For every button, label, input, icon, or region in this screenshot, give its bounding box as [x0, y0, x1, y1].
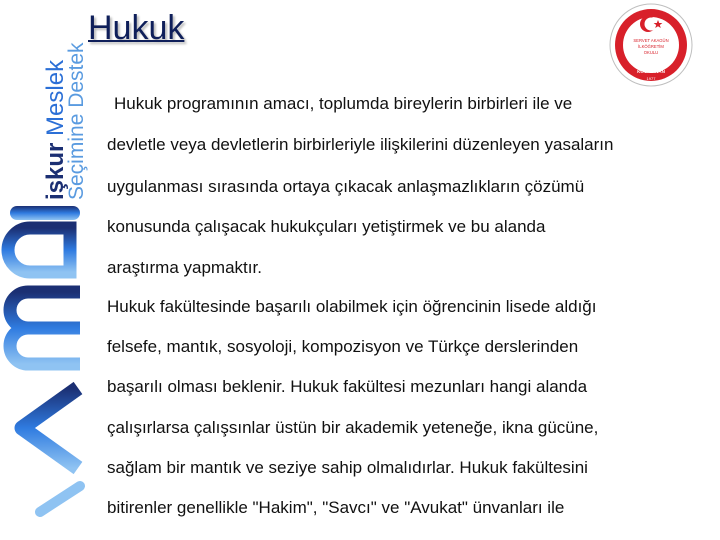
emblem-bottom-text: KOCASİNAN [637, 69, 665, 74]
emblem-text-2: İLKÖĞRETİM [638, 44, 664, 49]
brand-meslek-text: Meslek [42, 59, 69, 136]
brand-subtitle: Seçimine Destek [65, 42, 88, 200]
brand-strip [0, 0, 100, 540]
body-line-1: Hukuk programının amacı, toplumda bireylerin birbirleri ile ve [114, 94, 573, 113]
body-line-10: sağlam bir mantık ve seziye sahip olmalıdırlar. Hukuk fakültesini [107, 458, 588, 477]
school-emblem-icon [608, 2, 694, 88]
emblem-text-1: SERVET AKAGÜN [633, 38, 669, 43]
body-line-11: bitirenler genellikle "Hakim", "Savcı" ve "Avukat" ünvanları ile [107, 498, 565, 517]
emblem-year: 1977 [646, 76, 656, 81]
body-line-5: araştırma yapmaktır. [107, 258, 262, 277]
page-title: Hukuk [88, 9, 185, 47]
brand-iskur-text: işkur [42, 142, 69, 200]
body-line-8: başarılı olması beklenir. Hukuk fakültesi mezunları hangi alanda [107, 377, 588, 396]
emblem-text-3: OKULU [643, 50, 659, 55]
body-line-6: Hukuk fakültesinde başarılı olabilmek için öğrencinin lisede aldığı [107, 297, 597, 316]
body-line-2: devletle veya devletlerin birbirleriyle ilişkilerini düzenleyen yasaların [107, 135, 614, 154]
body-line-7: felsefe, mantık, sosyoloji, kompozisyon ve Türkçe derslerinden [107, 337, 579, 356]
body-line-9: çalışırlarsa çalışsınlar üstün bir akademik yeteneğe, ikna gücüne, [107, 418, 599, 437]
body-line-4: konusunda çalışacak hukukçuları yetiştirmek ve bu alanda [107, 217, 546, 236]
vmd-logo-icon [0, 200, 100, 540]
body-line-3: uygulanması sırasında ortaya çıkacak anlaşmazlıkların çözümü [107, 177, 585, 196]
